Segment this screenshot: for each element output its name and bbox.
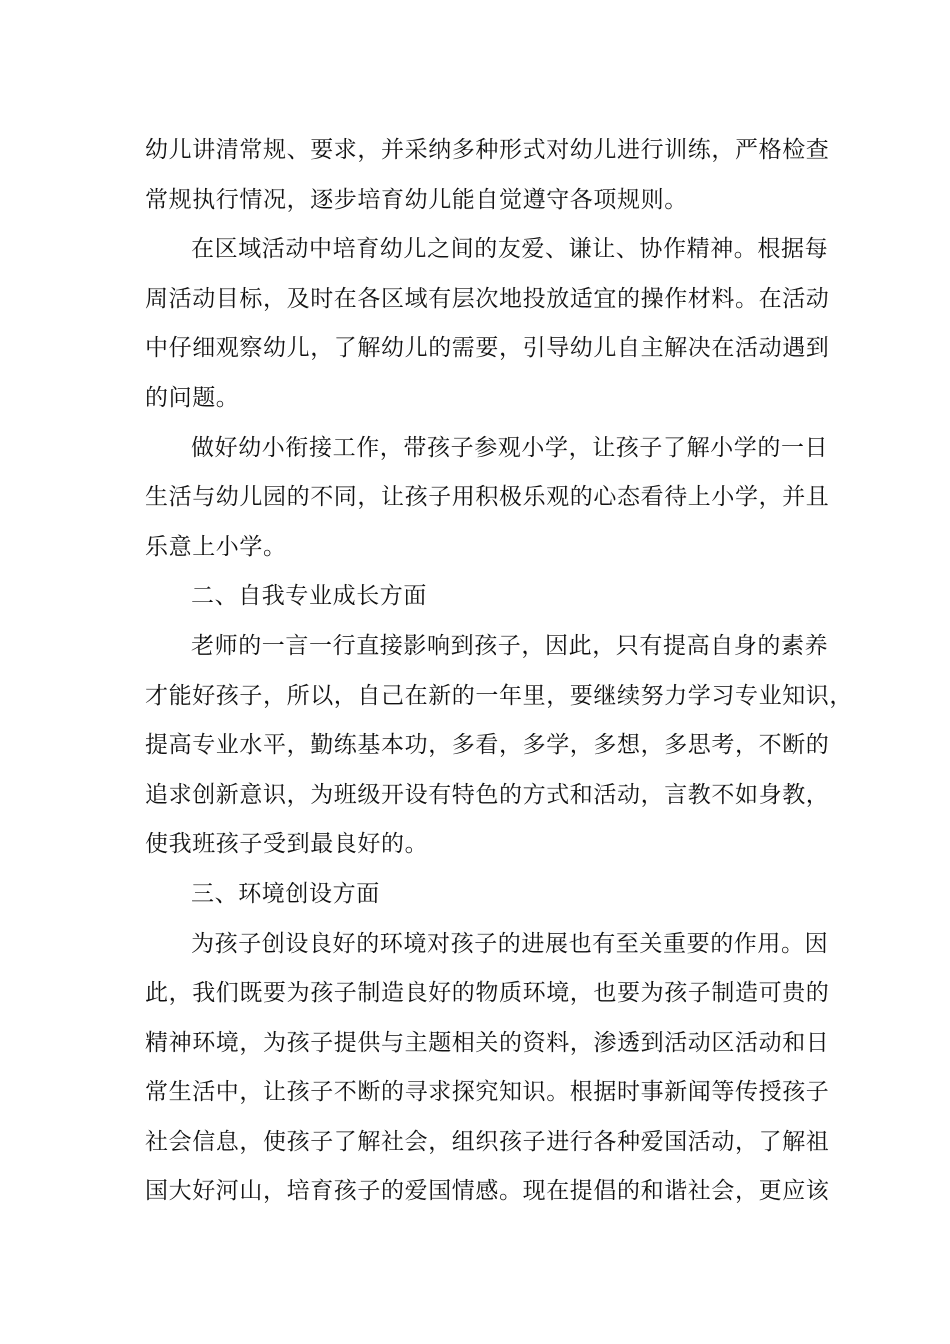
text-line: 社会信息，使孩子了解社会，组织孩子进行各种爱国活动，了解祖: [145, 1128, 830, 1155]
text-line: 中仔细观察幼儿，了解幼儿的需要，引导幼儿自主解决在活动遇到: [145, 335, 830, 362]
text-line: 生活与幼儿园的不同，让孩子用积极乐观的心态看待上小学，并且: [145, 484, 830, 511]
text-line: 周活动目标，及时在各区域有层次地投放适宜的操作材料。在活动: [145, 285, 830, 312]
paragraph-start-line: 做好幼小衔接工作，带孩子参观小学，让孩子了解小学的一日: [191, 434, 829, 461]
text-line: 乐意上小学。: [145, 533, 287, 560]
text-line: 精神环境，为孩子提供与主题相关的资料，渗透到活动区活动和日: [145, 1029, 830, 1056]
text-line: 此，我们既要为孩子制造良好的物质环境，也要为孩子制造可贵的: [145, 980, 830, 1007]
text-line: 追求创新意识，为班级开设有特色的方式和活动，言教不如身教，: [145, 781, 830, 808]
paragraph-start-line: 在区域活动中培育幼儿之间的友爱、谦让、协作精神。根据每: [191, 236, 829, 263]
text-line: 常生活中，让孩子不断的寻求探究知识。根据时事新闻等传授孩子: [145, 1079, 830, 1106]
text-line: 幼儿讲清常规、要求，并采纳多种形式对幼儿进行训练，严格检查: [145, 137, 830, 163]
section-heading: 三、环境创设方面: [191, 880, 380, 907]
paragraph-start-line: 老师的一言一行直接影响到孩子，因此，只有提高自身的素养: [191, 632, 829, 659]
text-line: 的问题。: [145, 384, 240, 411]
text-line: 国大好河山，培育孩子的爱国情感。现在提倡的和谐社会，更应该: [145, 1178, 830, 1205]
section-heading: 二、自我专业成长方面: [191, 583, 427, 610]
text-line: 提高专业水平，勤练基本功，多看，多学，多想，多思考，不断的: [145, 732, 830, 759]
text-line: 才能好孩子，所以，自己在新的一年里，要继续努力学习专业知识，: [145, 682, 853, 709]
text-line: 使我班孩子受到最良好的。: [145, 831, 429, 858]
paragraph-start-line: 为孩子创设良好的环境对孩子的进展也有至关重要的作用。因: [191, 930, 829, 957]
document-body: [145, 126, 853, 1217]
text-line: 常规执行情况，逐步培育幼儿能自觉遵守各项规则。: [145, 186, 688, 213]
